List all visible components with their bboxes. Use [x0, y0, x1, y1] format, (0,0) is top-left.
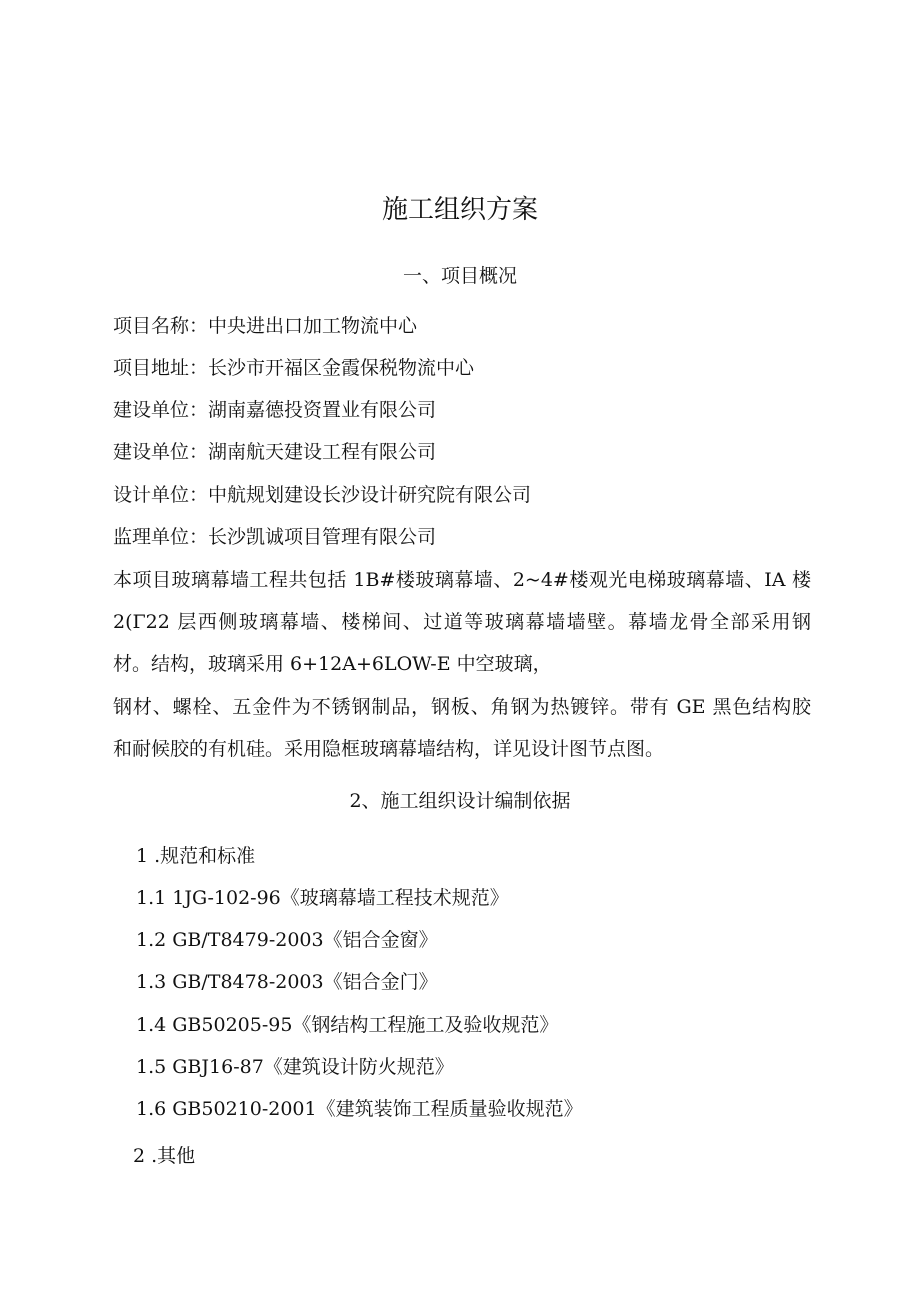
owner-unit-line: 建设单位：湖南嘉德投资置业有限公司	[113, 399, 437, 421]
overview-paragraph-line: 2(Γ22 层西侧玻璃幕墙、楼梯间、过道等玻璃幕墙墙壁。幕墙龙骨全部采用钢	[113, 611, 811, 633]
subsection-other: 2 .其他	[133, 1145, 196, 1167]
standard-item: 1.5 GBJ16-87《建筑设计防火规范》	[136, 1056, 454, 1078]
overview-paragraph-line: 钢材、螺栓、五金件为不锈钢制品，钢板、角钢为热镀锌。带有 GE 黑色结构胶	[113, 696, 811, 718]
project-name-line: 项目名称：中央进出口加工物流中心	[113, 315, 418, 337]
standard-item: 1.2 GB/T8479-2003《铝合金窗》	[136, 929, 438, 951]
standard-item: 1.3 GB/T8478-2003《铝合金门》	[136, 971, 438, 993]
design-unit-line: 设计单位：中航规划建设长沙设计研究院有限公司	[113, 484, 532, 506]
overview-paragraph-line: 材。结构，玻璃采用 6+12A+6LOW-E 中空玻璃，	[113, 653, 552, 675]
standard-item: 1.4 GB50205-95《钢结构工程施工及验收规范》	[136, 1014, 559, 1036]
standard-item: 1.1 1JG-102-96《玻璃幕墙工程技术规范》	[136, 887, 509, 909]
construction-unit-line: 建设单位：湖南航天建设工程有限公司	[113, 441, 437, 463]
overview-paragraph-line: 本项目玻璃幕墙工程共包括 1B#楼玻璃幕墙、2~4#楼观光电梯玻璃幕墙、IA 楼	[113, 569, 811, 591]
document-title: 施工组织方案	[381, 195, 538, 225]
section-heading-overview: 一、项目概况	[402, 265, 517, 287]
project-address-line: 项目地址：长沙市开福区金霞保税物流中心	[113, 357, 475, 379]
standard-item: 1.6 GB50210-2001《建筑装饰工程质量验收规范》	[136, 1098, 583, 1120]
supervision-unit-line: 监理单位：长沙凯诚项目管理有限公司	[113, 526, 437, 548]
subsection-standards: 1 .规范和标准	[136, 845, 256, 867]
overview-paragraph-line: 和耐候胶的有机硅。采用隐框玻璃幕墙结构，详见设计图节点图。	[113, 738, 665, 760]
section-heading-basis: 2、施工组织设计编制依据	[349, 790, 571, 812]
